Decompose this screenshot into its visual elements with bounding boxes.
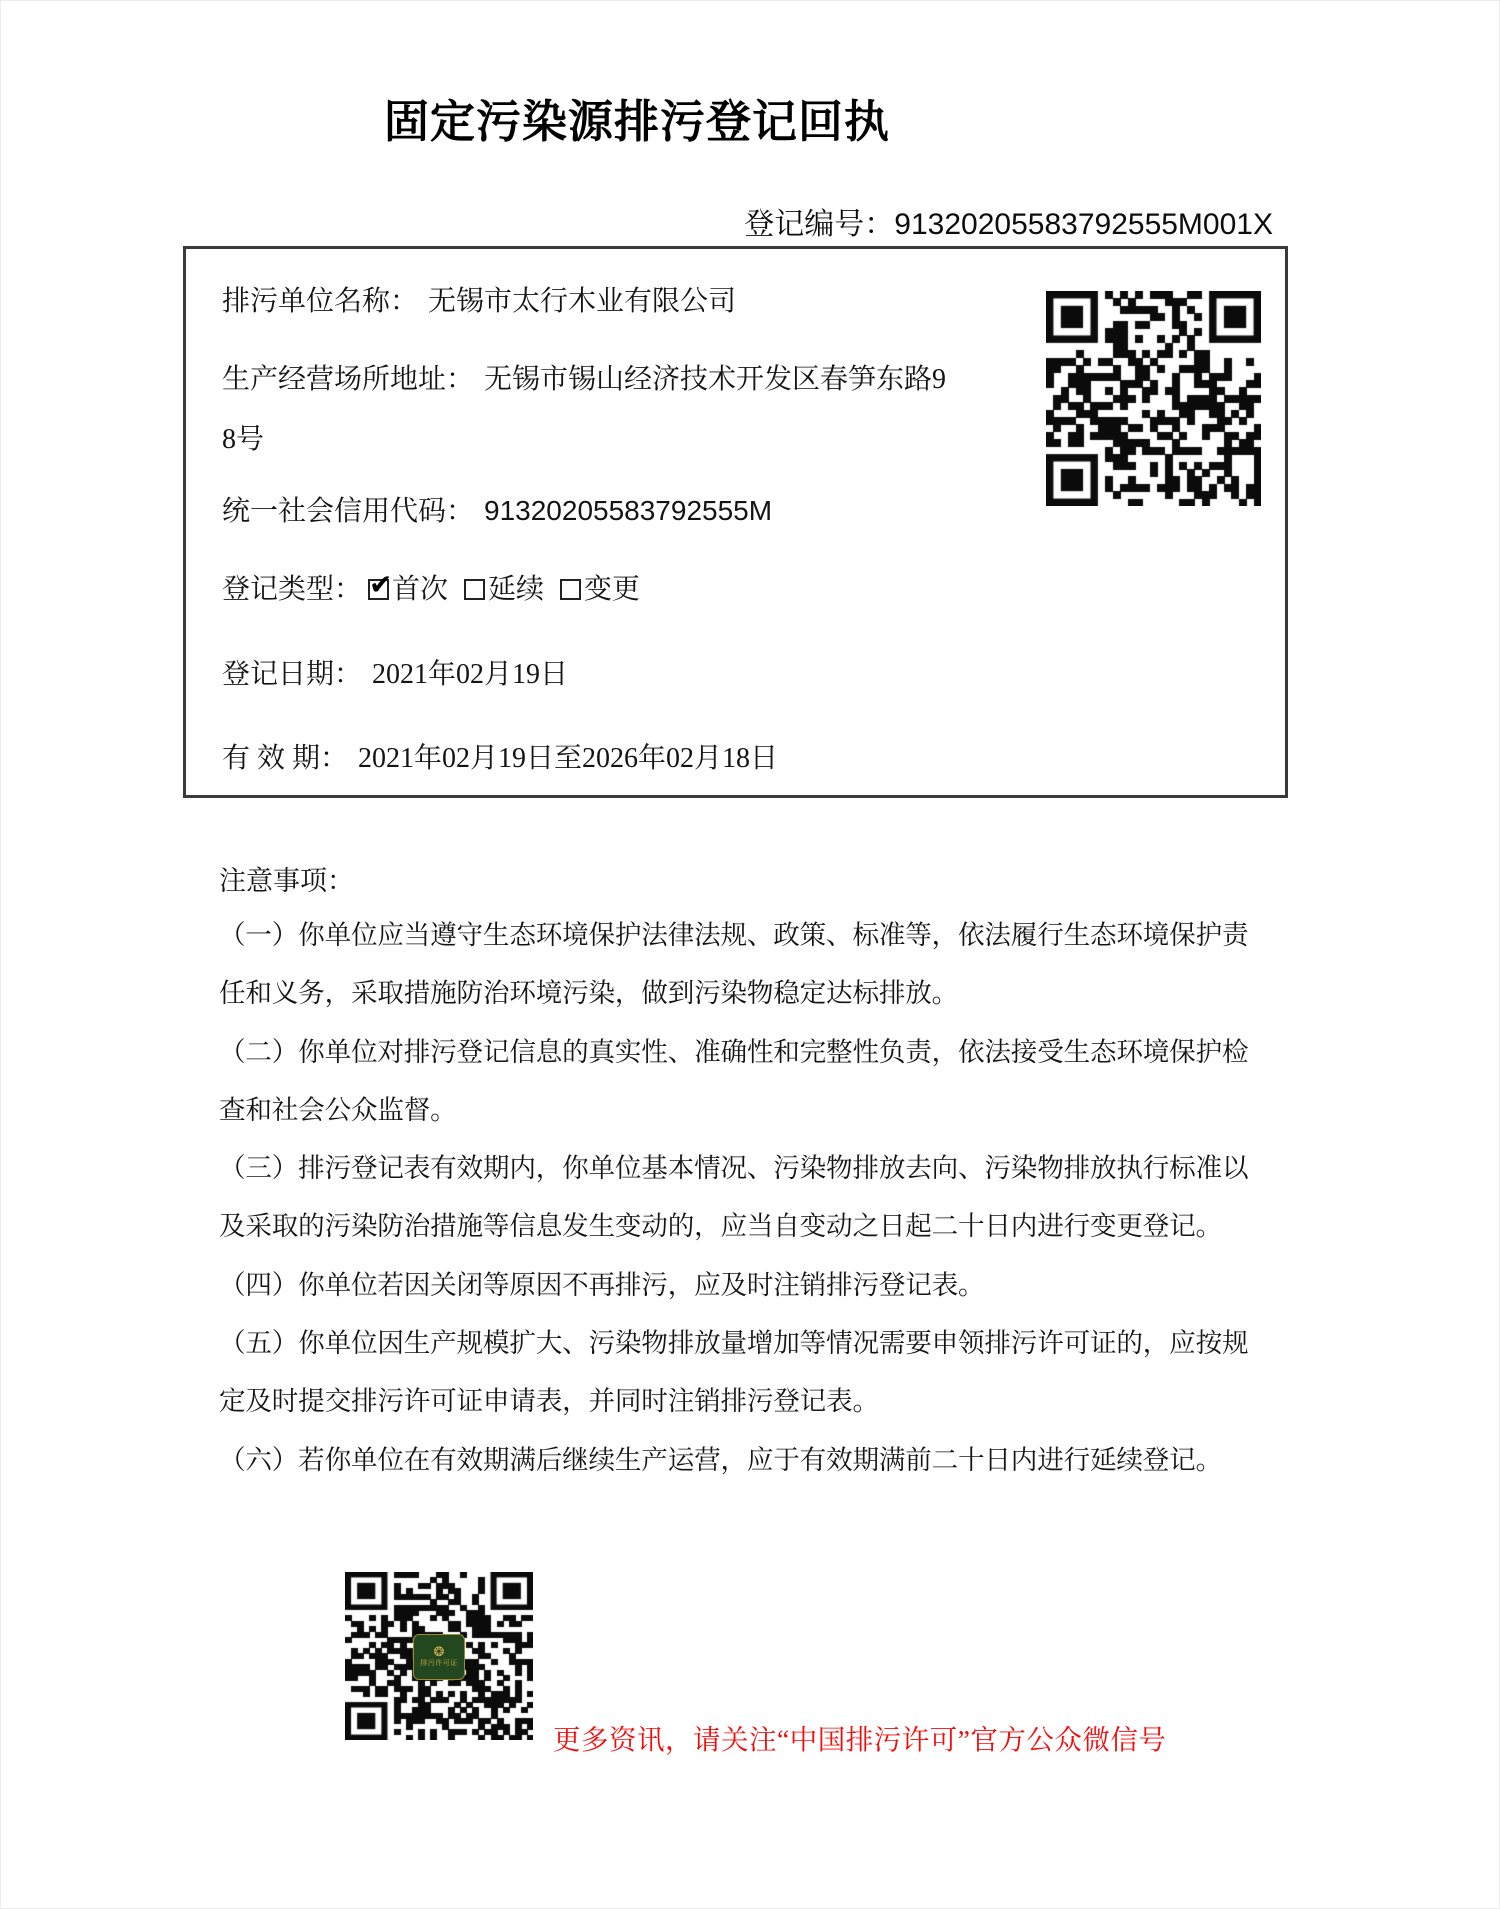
reg-type-option-checked	[368, 567, 448, 607]
note-line: 查和社会公众监督。	[219, 1094, 457, 1125]
reg-type-options	[362, 568, 641, 605]
validity-label: 有 效 期：	[222, 743, 349, 774]
wechat-qr-code	[345, 1572, 533, 1740]
note-line: （二）你单位对排污登记信息的真实性、准确性和完整性负责，依法接受生态环境保护检	[219, 1036, 1249, 1067]
validity-row	[222, 736, 778, 776]
unit-name-label: 排污单位名称：	[222, 286, 419, 317]
registration-number-label: 登记编号：	[744, 208, 895, 241]
reg-type-option-label: 变更	[584, 574, 641, 605]
address-label: 生产经营场所地址：	[222, 364, 475, 395]
registration-qr-code	[1046, 291, 1261, 506]
reg-date-value: 2021年02月19日	[372, 659, 569, 690]
address-row-line1	[222, 357, 946, 397]
reg-type-option-unchecked	[560, 567, 640, 607]
reg-type-option-unchecked	[464, 567, 544, 607]
wechat-notice-text: 更多资讯，请关注“中国排污许可”官方公众微信号	[553, 1724, 1167, 1755]
note-line: 及采取的污染防治措施等信息发生变动的，应当自变动之日起二十日内进行变更登记。	[219, 1211, 1222, 1242]
note-line: （六）若你单位在有效期满后继续生产运营，应于有效期满前二十日内进行延续登记。	[219, 1444, 1222, 1475]
credit-code-row	[222, 489, 772, 529]
address-row-line2	[222, 417, 264, 457]
note-line: （四）你单位若因关闭等原因不再排污，应及时注销排污登记表。	[219, 1269, 985, 1300]
address-value-line1: 无锡市锡山经济技术开发区春笋东路9	[484, 364, 947, 395]
reg-date-row	[222, 652, 568, 692]
unit-name-row	[222, 279, 736, 319]
note-line: （一）你单位应当遵守生态环境保护法律法规、政策、标准等，依法履行生态环境保护责	[219, 920, 1249, 950]
reg-date-label: 登记日期：	[222, 659, 363, 690]
checkbox-unchecked-icon	[464, 579, 485, 600]
registration-info-box	[183, 246, 1288, 798]
registration-number-line	[1, 199, 1273, 243]
reg-type-option-label: 首次	[392, 574, 449, 605]
validity-value: 2021年02月19日至2026年02月18日	[358, 743, 779, 774]
note-line: （五）你单位因生产规模扩大、污染物排放量增加等情况需要申领排污许可证的，应按规	[219, 1328, 1249, 1359]
registration-number-value: 91320205583792555M001X	[894, 208, 1273, 241]
reg-type-row	[222, 567, 640, 607]
document-title: 固定污染源排污登记回执	[383, 96, 890, 147]
permit-logo	[413, 1634, 465, 1680]
note-line: 定及时提交排污许可证申请表，并同时注销排污登记表。	[219, 1386, 879, 1417]
note-line: （三）排污登记表有效期内，你单位基本情况、污染物排放去向、污染物排放执行标准以	[219, 1153, 1249, 1184]
notes-heading: 注意事项：	[219, 866, 354, 896]
checkbox-checked-icon: ✔	[369, 568, 393, 601]
permit-logo-text: 排污许可证	[420, 1660, 458, 1667]
note-line: 任和义务，采取措施防治环境污染，做到污染物稳定达标排放。	[219, 978, 959, 1009]
notes-section	[219, 906, 1299, 1489]
checkbox-unchecked-icon	[560, 579, 581, 600]
credit-code-value: 91320205583792555M	[484, 495, 773, 526]
unit-name-value: 无锡市太行木业有限公司	[428, 286, 737, 317]
reg-type-label: 登记类型：	[222, 574, 363, 605]
national-emblem-icon: ❂	[433, 1645, 445, 1660]
credit-code-label: 统一社会信用代码：	[222, 496, 475, 527]
reg-type-option-label: 延续	[488, 574, 545, 605]
address-value-line2: 8号	[222, 424, 265, 455]
